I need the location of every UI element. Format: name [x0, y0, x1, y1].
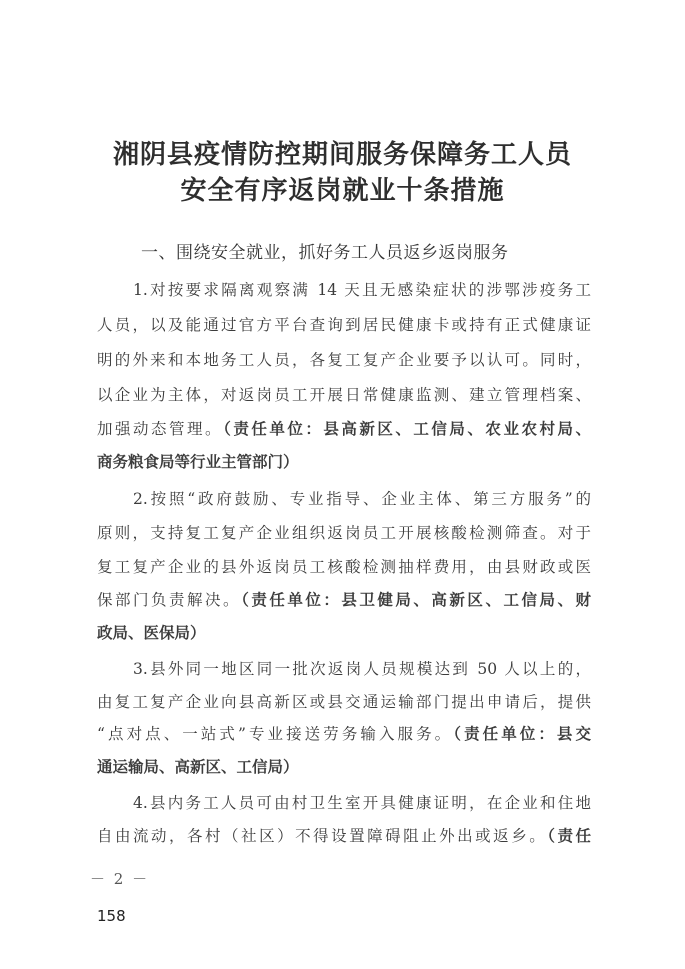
item2-line-3: 复工复产企业的县外返岗员工核酸检测抽样费用，由县财政或医	[97, 558, 591, 576]
document-title-line-1: 湘阴县疫情防控期间服务保障务工人员	[112, 140, 572, 170]
item1-responsibility: （责任单位：县高新区、工信局、农业农村局、	[223, 419, 591, 438]
item2-line-4	[97, 588, 591, 610]
item3-responsibility: （责任单位：县交	[453, 724, 591, 743]
item4-line-2-text: 自由流动，各村（社区）不得设置障碍阻止外出或返乡。	[97, 827, 548, 845]
item1-line-4: 以企业为主体，对返岗员工开展日常健康监测、建立管理档案、	[97, 386, 591, 404]
document-title-line-2: 安全有序返岗就业十条措施	[180, 176, 505, 206]
item1-line-3: 明的外来和本地务工人员，各复工复产企业要予以认可。同时，	[97, 351, 591, 369]
item2-line-4-text: 保部门负责解决。	[97, 591, 242, 609]
item1-line-2: 人员，以及能通过官方平台查询到居民健康卡或持有正式健康证	[97, 316, 591, 334]
item1-line-5	[97, 417, 591, 439]
item3-line-2: 由复工复产企业向县高新区或县交通运输部门提出申请后，提供	[97, 693, 591, 711]
item1-line-5-text: 加强动态管理。	[97, 420, 224, 438]
item1-line-6: 商务粮食局等行业主管部门）	[97, 452, 299, 471]
item1-line-1: 1.对按要求隔离观察满 14 天且无感染症状的涉鄂涉疫务工	[133, 281, 591, 299]
item3-line-1: 3.县外同一地区同一批次返岗人员规模达到 50 人以上的，	[133, 660, 591, 678]
item4-line-2	[97, 824, 591, 846]
item4-responsibility: （责任	[547, 826, 591, 845]
item4-line-1: 4.县内务工人员可由村卫生室开具健康证明，在企业和住地	[133, 794, 591, 812]
footer-page-marker: － 2 －	[90, 870, 150, 888]
item3-line-3-text: “点对点、一站式”专业接送劳务输入服务。	[97, 725, 454, 743]
page-number: 158	[97, 907, 126, 925]
item2-responsibility: （责任单位：县卫健局、高新区、工信局、财	[241, 590, 591, 609]
item3-line-4: 通运输局、高新区、工信局）	[97, 757, 299, 776]
item2-line-2: 原则，支持复工复产企业组织返岗员工开展核酸检测筛查。对于	[97, 524, 591, 542]
item2-line-1: 2.按照“政府鼓励、专业指导、企业主体、第三方服务”的	[133, 490, 591, 508]
section-heading: 一、围绕安全就业，抓好务工人员返乡返岗服务	[141, 243, 509, 263]
item2-line-5: 政局、医保局）	[97, 623, 206, 642]
item3-line-3	[97, 722, 591, 744]
